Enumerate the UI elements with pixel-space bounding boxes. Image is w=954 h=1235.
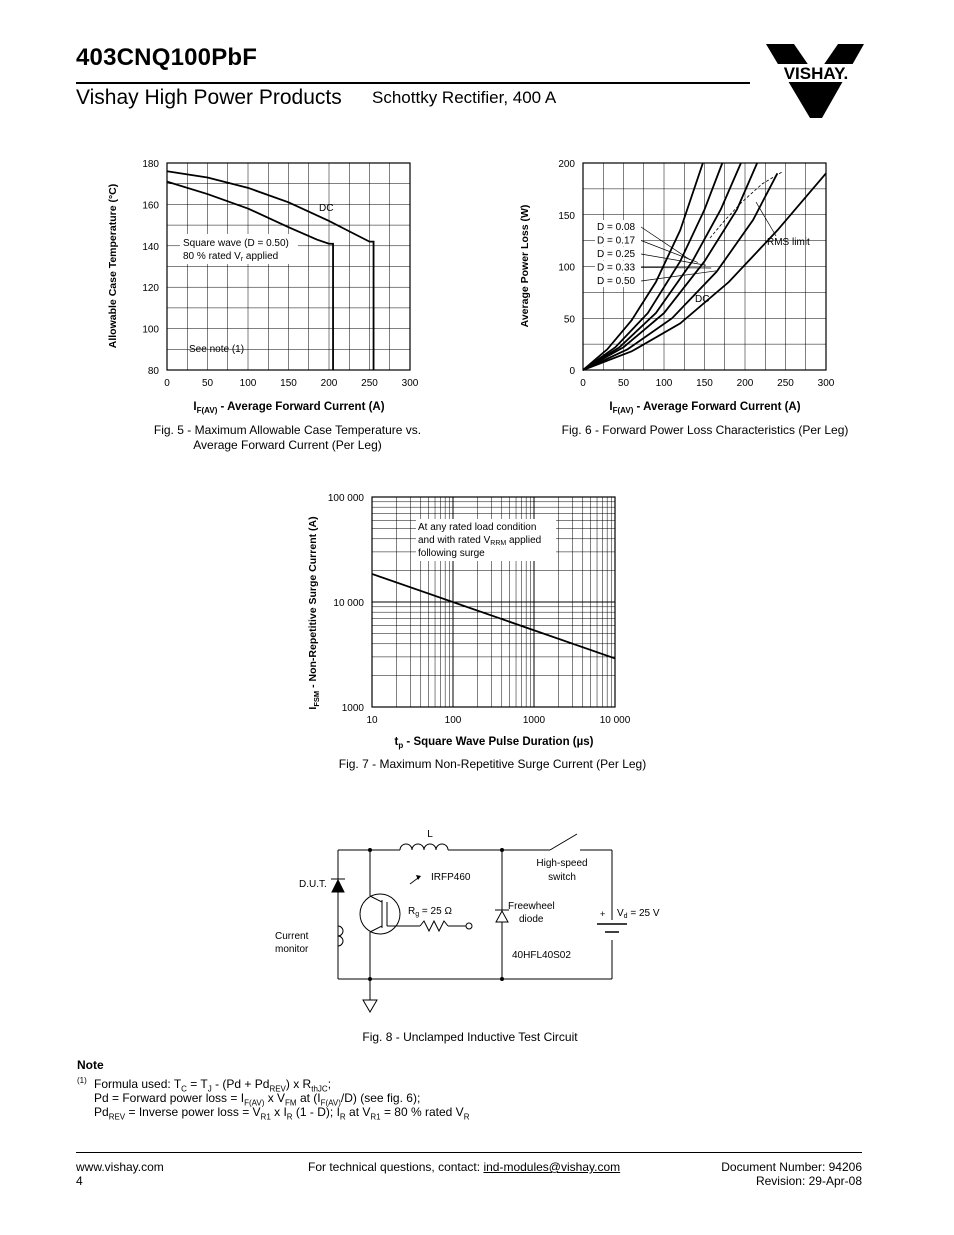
source-gap — [600, 920, 624, 940]
mosfet-drain-lead — [370, 896, 382, 902]
fig7-annotation-line3: following surge — [418, 548, 485, 559]
fig5-y-tick-label: 120 — [142, 283, 159, 295]
fig5-caption-line2: Average Forward Current (Per Leg) — [193, 438, 382, 452]
product-description: Schottky Rectifier, 400 A — [372, 88, 557, 107]
footer-contact-prefix: For technical questions, contact: — [308, 1160, 484, 1174]
fig6-dc-label: DC — [695, 294, 710, 305]
footer-page-number: 4 — [76, 1174, 83, 1188]
gate-resistor-label: $R_g = 25$ Ω — [408, 906, 452, 918]
fig7-annotation-line1: At any rated load condition — [418, 522, 537, 533]
fig5-x-tick-label: 300 — [401, 378, 419, 389]
note-line-3: $Pd_{REV}$ = Inverse power loss = $V_{R1}$ x $I_R$ (1 - D); $I_R$ at $V_{R1} = 80$ % rated $V_R$ — [94, 1105, 470, 1122]
fig6-caption: Fig. 6 - Forward Power Loss Characteristics (Per Leg) — [561, 423, 849, 437]
fig6-y-axis-label: Average Power Loss (W) — [519, 204, 531, 328]
fig6-y-tick-label: 150 — [558, 210, 575, 222]
fig7-series-group — [372, 574, 615, 659]
fig6-y-tick-label: 200 — [558, 159, 575, 170]
part-number-title: 403CNQ100PbF — [76, 44, 258, 71]
freewheel-diode-symbol — [496, 911, 508, 922]
node-source — [368, 977, 372, 981]
node-drain — [368, 848, 372, 852]
freewheel-label-line1: Freewheel — [508, 901, 555, 912]
freewheel-label-line2: diode — [519, 914, 544, 925]
fig7-surge-curve — [372, 574, 615, 659]
current-monitor-coil — [338, 926, 343, 946]
fig5-note-label: See note (1) — [189, 344, 245, 355]
fig5-x-tick-label: 100 — [239, 378, 257, 389]
fig6-x-tick-label: 300 — [817, 378, 835, 389]
mosfet-leader — [410, 878, 418, 884]
fig5-caption-line1: Fig. 5 - Maximum Allowable Case Temperature vs. — [153, 423, 422, 437]
fig6-x-tick-label: 150 — [696, 378, 713, 389]
logo-text: VISHAY. — [783, 64, 849, 83]
mosfet-circle — [360, 894, 400, 934]
switch-label-line1: High-speed — [536, 858, 588, 869]
fig7-x-tick-label: 10 000 — [599, 715, 631, 726]
figure-7-chart — [300, 485, 650, 755]
fig7-x-tick-label: 1000 — [522, 715, 546, 726]
fig6-rms-leader — [756, 202, 776, 236]
footer-revision: Revision: 29-Apr-08 — [755, 1174, 862, 1188]
dut-label: D.U.T. — [299, 879, 327, 890]
fig5-y-tick-label: 100 — [142, 324, 159, 336]
fig7-x-tick-label: 10 — [366, 715, 378, 726]
fig6-y-tick-label: 50 — [563, 314, 575, 326]
fig5-y-axis-label: Allowable Case Temperature (°C) — [107, 183, 119, 349]
switch-label-line2: switch — [548, 872, 576, 883]
fig5-series-group — [167, 171, 374, 370]
vd-label: $V_d = 25$ V — [617, 908, 660, 920]
mosfet-label: IRFP460 — [431, 872, 471, 883]
fig5-y-tick-label: 180 — [142, 159, 159, 170]
fig6-duty-label: D = 0.17 — [597, 235, 636, 247]
switch-blade — [550, 834, 577, 850]
gate-terminal — [466, 923, 472, 929]
footer-website[interactable]: www.vishay.com — [76, 1160, 164, 1174]
footer-document-number: Document Number: 94206 — [721, 1160, 862, 1174]
fig6-x-tick-label: 200 — [736, 378, 754, 389]
fig7-x-axis-label: $t_p$ - Square Wave Pulse Duration (µs) — [394, 736, 594, 750]
fig5-x-tick-label: 150 — [280, 378, 297, 389]
fig5-x-tick-label: 200 — [320, 378, 338, 389]
note-line-2: Pd = Forward power loss = $I_{F(AV)}$ x $V_{FM}$ at $(I_{F(AV)}/D)$ (see fig. 6); — [94, 1091, 421, 1108]
fig7-y-tick-label: 1000 — [341, 703, 364, 714]
note-title: Note — [77, 1058, 104, 1072]
fig6-x-tick-label: 100 — [655, 378, 673, 389]
dut-diode-symbol — [332, 880, 344, 892]
header-rule — [76, 82, 750, 84]
fig6-rms-label: RMS limit — [767, 237, 810, 248]
fig6-y-tick-label: 0 — [569, 366, 575, 377]
fig5-series-line-square-wave — [167, 182, 333, 370]
fig5-caption — [120, 423, 455, 453]
diode-part-label: 40HFL40S02 — [512, 950, 571, 961]
footer-rule — [76, 1152, 862, 1153]
fig6-x-tick-label: 250 — [777, 378, 794, 389]
footer-contact — [308, 1160, 620, 1174]
contact-email-link[interactable]: ind-modules@vishay.com — [483, 1160, 621, 1174]
node-freewheel-bottom — [500, 977, 504, 981]
fig6-duty-labels — [595, 220, 717, 287]
fig5-x-tick-label: 250 — [361, 378, 378, 389]
figure-5-chart — [100, 150, 430, 418]
node-freewheel-top — [500, 848, 504, 852]
fig5-y-tick-label: 80 — [147, 366, 159, 377]
fig7-annotation-line2: and with rated $V_{RRM}$ applied — [418, 535, 542, 547]
fig5-square-label: Square wave (D = 0.50) — [183, 238, 289, 249]
fig6-duty-label: D = 0.25 — [597, 249, 636, 260]
fig5-x-axis-label: $I_{F(AV)}$ - Average Forward Current (A) — [193, 401, 385, 415]
battery-plus: + — [600, 909, 606, 919]
fig6-x-tick-label: 0 — [580, 378, 586, 389]
figure-8-circuit — [270, 822, 690, 1022]
mosfet-source-lead — [370, 926, 382, 932]
fig7-y-tick-label: 10 000 — [333, 598, 364, 609]
fig6-y-tick-label: 100 — [558, 262, 575, 274]
ground-symbol — [363, 1000, 377, 1012]
fig7-x-tick-label: 100 — [444, 715, 462, 726]
fig7-y-axis-label: $I_{FSM}$ - Non-Repetitive Surge Current (A) — [307, 516, 321, 710]
fig5-x-tick-label: 0 — [164, 378, 170, 389]
fig5-y-tick-label: 140 — [142, 241, 159, 253]
figure-6-chart — [510, 150, 850, 418]
fig6-x-axis-label: $I_{F(AV)}$ - Average Forward Current (A) — [609, 401, 801, 415]
fig6-x-tick-label: 50 — [617, 378, 630, 389]
fig8-caption: Fig. 8 - Unclamped Inductive Test Circuit — [362, 1030, 578, 1044]
note-marker: (1) — [77, 1076, 87, 1085]
fig5-rated-label: 80 % rated $V_r$ applied — [183, 251, 279, 263]
fig7-y-tick-label: 100 000 — [327, 493, 364, 504]
fig5-tick-labels — [142, 159, 418, 389]
fig5-y-tick-label: 160 — [142, 200, 159, 212]
vishay-logo — [766, 40, 866, 122]
fig5-series-line-dc — [167, 171, 374, 370]
fig7-caption: Fig. 7 - Maximum Non-Repetitive Surge Current (Per Leg) — [338, 757, 647, 771]
gate-resistor-symbol — [420, 921, 448, 931]
fig5-x-tick-label: 50 — [201, 378, 214, 389]
fig5-dc-label: DC — [319, 203, 334, 214]
note-line-1: Formula used: $T_C = T_J - (Pd + Pd_{REV})$ x $R_{thJC}$; — [94, 1077, 332, 1094]
division-name: Vishay High Power Products — [76, 86, 342, 109]
inductor-symbol — [400, 844, 448, 850]
current-monitor-label-line1: Current — [275, 931, 309, 942]
inductor-label: L — [427, 829, 433, 840]
fig6-duty-label: D = 0.50 — [597, 276, 636, 287]
fig6-duty-label: D = 0.33 — [597, 262, 636, 274]
current-monitor-label-line2: monitor — [275, 944, 309, 955]
fig6-duty-label: D = 0.08 — [597, 222, 636, 233]
